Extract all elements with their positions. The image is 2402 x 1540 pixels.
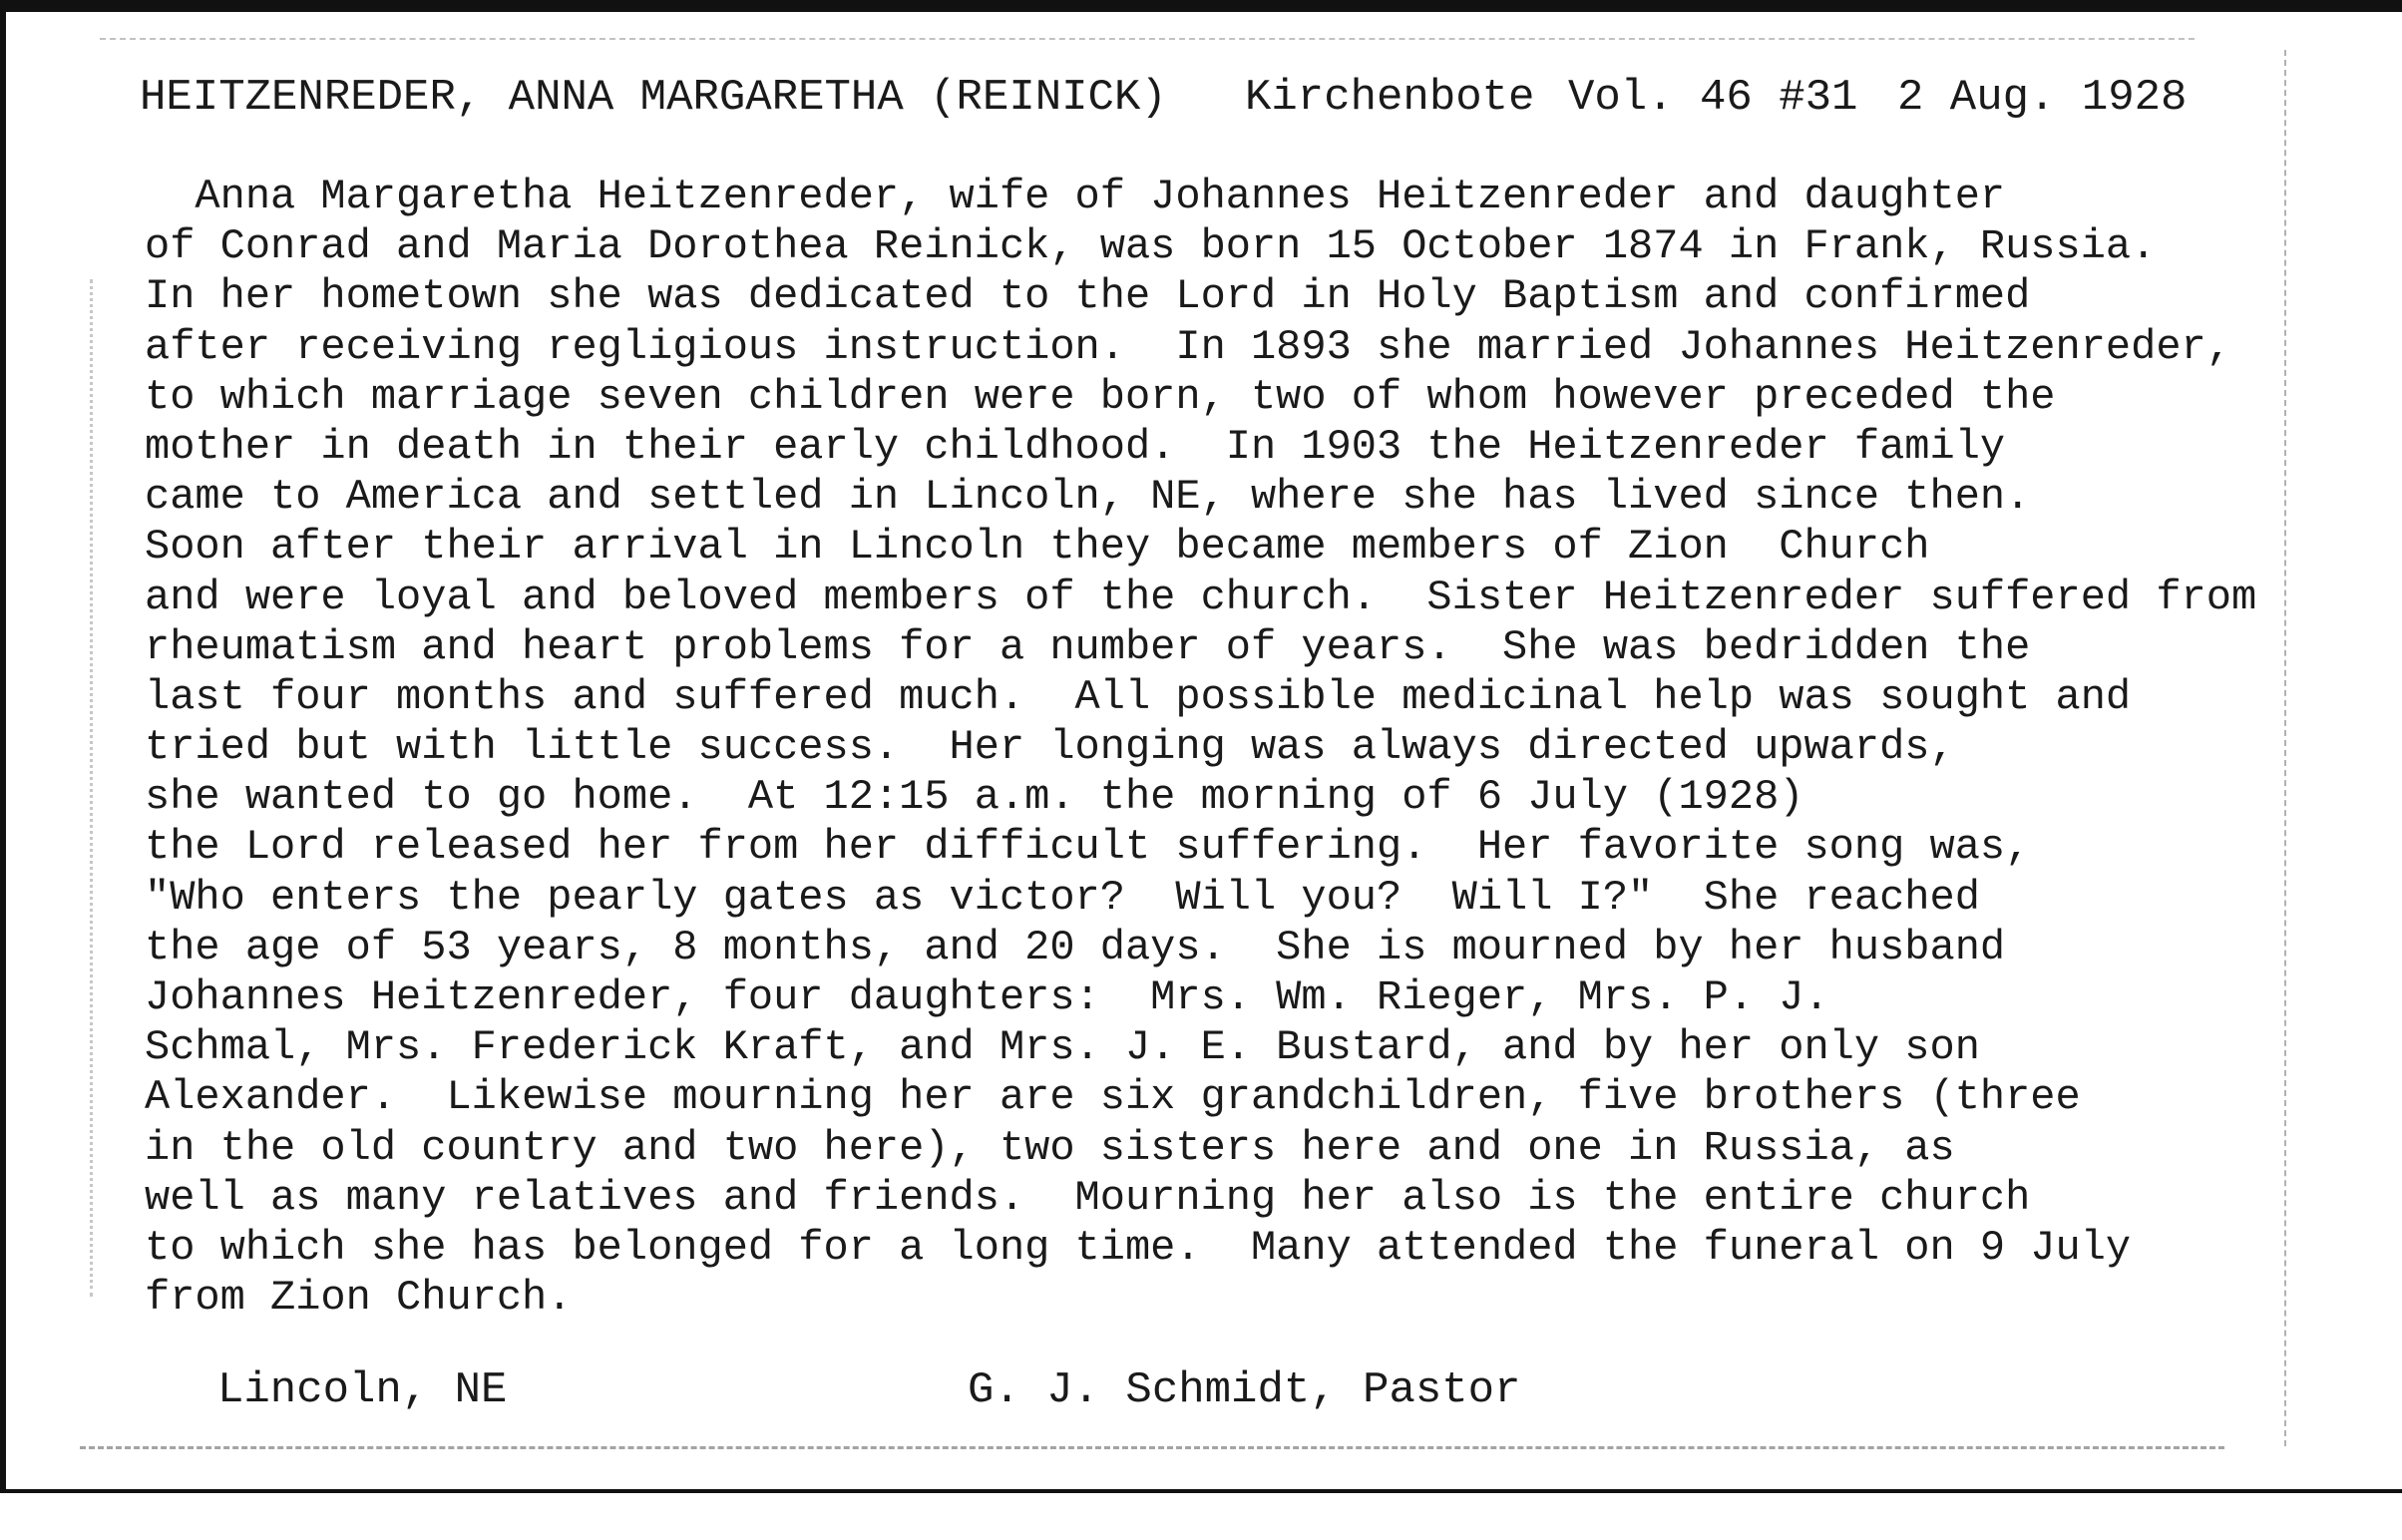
footer-place: Lincoln, NE	[217, 1365, 508, 1415]
body-line: from Zion Church.	[145, 1274, 573, 1323]
body-line: she wanted to go home. At 12:15 a.m. the morning of 6 July (1928)	[145, 773, 1804, 822]
document-header	[140, 70, 2188, 126]
scan-speckle-left	[90, 279, 93, 1297]
body-line: rheumatism and heart problems for a number of years. She was bedridden the	[145, 622, 2031, 671]
body-line: Anna Margaretha Heitzenreder, wife of Johannes Heitzenreder and daughter	[145, 173, 2006, 220]
body-line: and were loyal and beloved members of the church. Sister Heitzenreder suffered from	[145, 573, 2257, 621]
publication-date: 2 Aug. 1928	[1897, 73, 2188, 123]
subject-name: HEITZENREDER, ANNA MARGARETHA (REINICK)	[140, 73, 1167, 123]
body-line: after receiving regligious instruction. In 1893 she married Johannes Heitzenreder,	[145, 322, 2231, 371]
body-line: well as many relatives and friends. Mourning her also is the entire church	[145, 1173, 2031, 1222]
body-line: tried but with little success. Her longing was always directed upwards,	[145, 723, 1955, 772]
body-line: came to America and settled in Lincoln, NE, where she has lived since then.	[145, 473, 2031, 522]
body-line: last four months and suffered much. All possible medicinal help was sought and	[145, 672, 2132, 721]
body-line: Soon after their arrival in Lincoln they became members of Zion Church	[145, 523, 1930, 572]
body-line: Schmal, Mrs. Frederick Kraft, and Mrs. J. E. Bustard, and by her only son	[145, 1023, 1980, 1072]
scan-speckle-bottom	[80, 1446, 2224, 1449]
body-line: to which marriage seven children were born, two of whom however preceded the	[145, 372, 2056, 421]
body-line: to which she has belonged for a long time. Many attended the funeral on 9 July	[145, 1223, 2132, 1272]
scan-edge-right	[2284, 50, 2286, 1446]
publication-name: Kirchenbote	[1245, 73, 1535, 123]
body-line: In her hometown she was dedicated to the Lord in Holy Baptism and confirmed	[145, 272, 2031, 321]
body-line: mother in death in their early childhood. In 1903 the Heitzenreder family	[145, 422, 2006, 471]
body-line: of Conrad and Maria Dorothea Reinick, was born 15 October 1874 in Frank, Russia.	[145, 222, 2157, 271]
body-line: the Lord released her from her difficult suffering. Her favorite song was,	[145, 823, 2031, 872]
obituary-body	[145, 172, 2269, 1323]
footer-signature: G. J. Schmidt, Pastor	[968, 1365, 1521, 1415]
body-line: "Who enters the pearly gates as victor? Will you? Will I?" She reached	[145, 873, 1980, 922]
body-line: in the old country and two here), two sisters here and one in Russia, as	[145, 1123, 1955, 1172]
document-footer	[217, 1360, 1813, 1420]
body-line: Johannes Heitzenreder, four daughters: Mrs. Wm. Rieger, Mrs. P. J.	[145, 973, 1829, 1021]
body-line: Alexander. Likewise mourning her are six grandchildren, five brothers (three	[145, 1073, 2081, 1122]
scan-speckle-top	[100, 38, 2195, 64]
publication-volume: Vol. 46 #31	[1568, 73, 1858, 123]
body-line: the age of 53 years, 8 months, and 20 days. She is mourned by her husband	[145, 923, 2006, 971]
